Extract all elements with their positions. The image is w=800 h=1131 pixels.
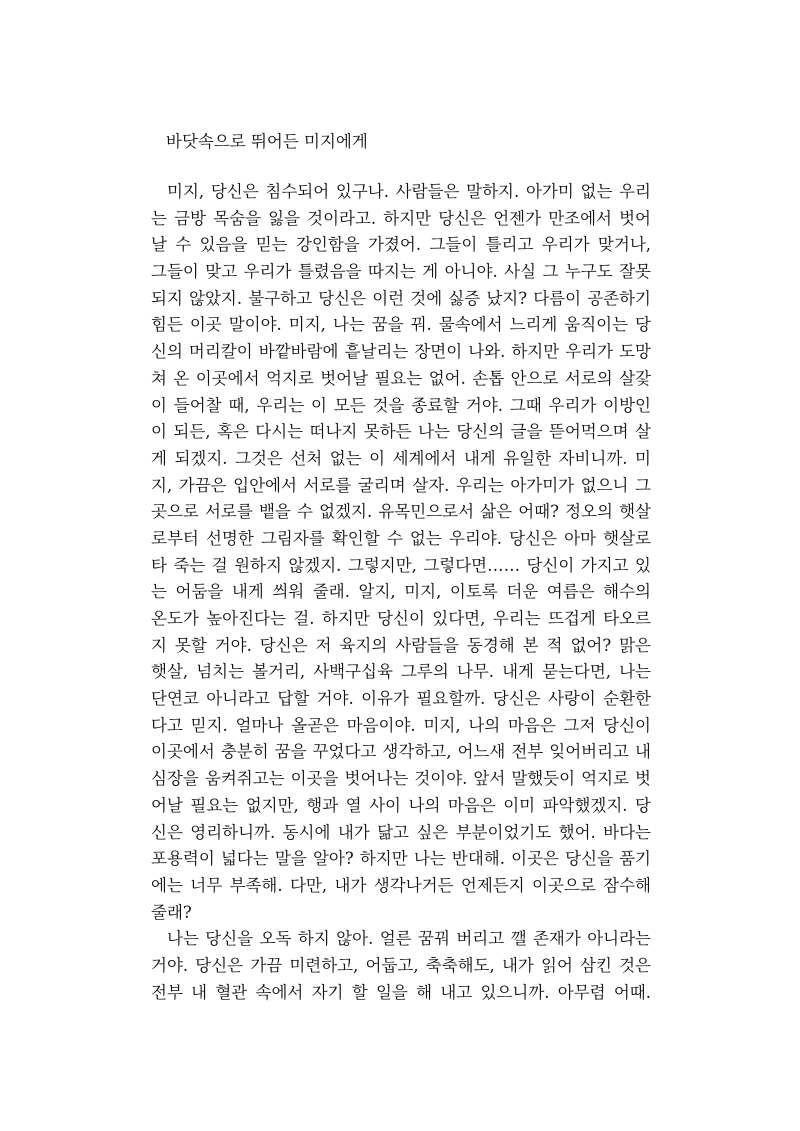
text-line: 신은 영리하니까. 동시에 내가 닮고 싶은 부분이었기도 했어. 바다는 [151, 822, 651, 842]
text-line: 다고 믿지. 얼마나 올곧은 마음이야. 미지, 나의 마음은 그저 당신이 [151, 715, 651, 735]
text-line: 는 어둠을 내게 씌워 줄래. 알지, 미지, 이토록 더운 여름은 해수의 [151, 582, 651, 602]
document-title: 바닷속으로 뛰어든 미지에게 [166, 132, 368, 151]
text-line: 곳으로 서로를 뱉을 수 없겠지. 유목민으로서 삶은 어때? 정오의 햇살 [151, 502, 651, 522]
text-line: 신의 머리칼이 바깥바람에 흩날리는 장면이 나와. 하지만 우리가 도망 [151, 342, 651, 362]
text-line: 쳐 온 이곳에서 억지로 벗어날 필요는 없어. 손톱 안으로 서로의 살갗 [151, 368, 651, 388]
text-line: 줄래? [151, 902, 192, 922]
text-line: 포용력이 넓다는 말을 알아? 하지만 나는 반대해. 이곳은 당신을 품기 [151, 849, 651, 869]
text-line: 햇살, 넘치는 볼거리, 사백구십육 그루의 나무. 내게 묻는다면, 나는 [151, 662, 651, 682]
text-line: 어날 필요는 없지만, 행과 열 사이 나의 마음은 이미 파악했겠지. 당 [151, 795, 651, 815]
text-line: 이 들어찰 때, 우리는 이 모든 것을 종료할 거야. 그때 우리가 이방인 [151, 395, 651, 415]
text-line: 는 금방 목숨을 잃을 것이라고. 하지만 당신은 언젠가 만조에서 벗어 [151, 208, 651, 228]
text-line: 게 되겠지. 그것은 선처 없는 이 세계에서 내게 유일한 자비니까. 미 [151, 448, 651, 468]
text-line: 거야. 당신은 가끔 미련하고, 어둡고, 축축해도, 내가 읽어 삼킨 것은 [151, 955, 651, 975]
text-line: 온도가 높아진다는 걸. 하지만 당신이 있다면, 우리는 뜨겁게 타오르 [151, 609, 651, 628]
text-line: 로부터 선명한 그림자를 확인할 수 없는 우리야. 당신은 아마 햇살로 [151, 528, 651, 548]
text-line: 에는 너무 부족해. 다만, 내가 생각나거든 언제든지 이곳으로 잠수해 [151, 875, 651, 895]
body-text [151, 179, 651, 1006]
text-line: 지 못할 거야. 당신은 저 육지의 사람들을 동경해 본 적 없어? 맑은 [151, 635, 651, 655]
text-line: 이곳에서 충분히 꿈을 꾸었다고 생각하고, 어느새 전부 잊어버리고 내 [151, 742, 651, 762]
text-line: 미지, 당신은 침수되어 있구나. 사람들은 말하지. 아가미 없는 우리 [167, 182, 651, 201]
text-line: 나는 당신을 오독 하지 않아. 얼른 꿈꿔 버리고 깰 존재가 아니라는 [167, 929, 651, 949]
text-line: 힘든 이곳 말이야. 미지, 나는 꿈을 꿔. 물속에서 느리게 움직이는 당 [151, 315, 651, 335]
text-line: 되지 않았지. 불구하고 당신은 이런 것에 싫증 났지? 다름이 공존하기 [151, 288, 651, 308]
text-line: 심장을 움켜쥐고는 이곳을 벗어나는 것이야. 앞서 말했듯이 억지로 벗 [151, 769, 651, 789]
text-line: 단연코 아니라고 답할 거야. 이유가 필요할까. 당신은 사랑이 순환한 [151, 689, 651, 709]
text-line: 지, 가끔은 입안에서 서로를 굴리며 살자. 우리는 아가미가 없으니 그 [151, 475, 651, 495]
text-line: 날 수 있음을 믿는 강인함을 가졌어. 그들이 틀리고 우리가 맞거나, [151, 235, 651, 255]
text-line: 이 되든, 혹은 다시는 떠나지 못하든 나는 당신의 글을 뜯어먹으며 살 [151, 422, 651, 442]
text-line: 전부 내 혈관 속에서 자기 할 일을 해 내고 있으니까. 아무렴 어때. [151, 982, 651, 1002]
text-line: 그들이 맞고 우리가 틀렸음을 따지는 게 아니야. 사실 그 누구도 잘못 [151, 262, 651, 282]
text-line: 타 죽는 걸 원하지 않겠지. 그렇지만, 그렇다면…… 당신이 가지고 있 [151, 555, 651, 575]
